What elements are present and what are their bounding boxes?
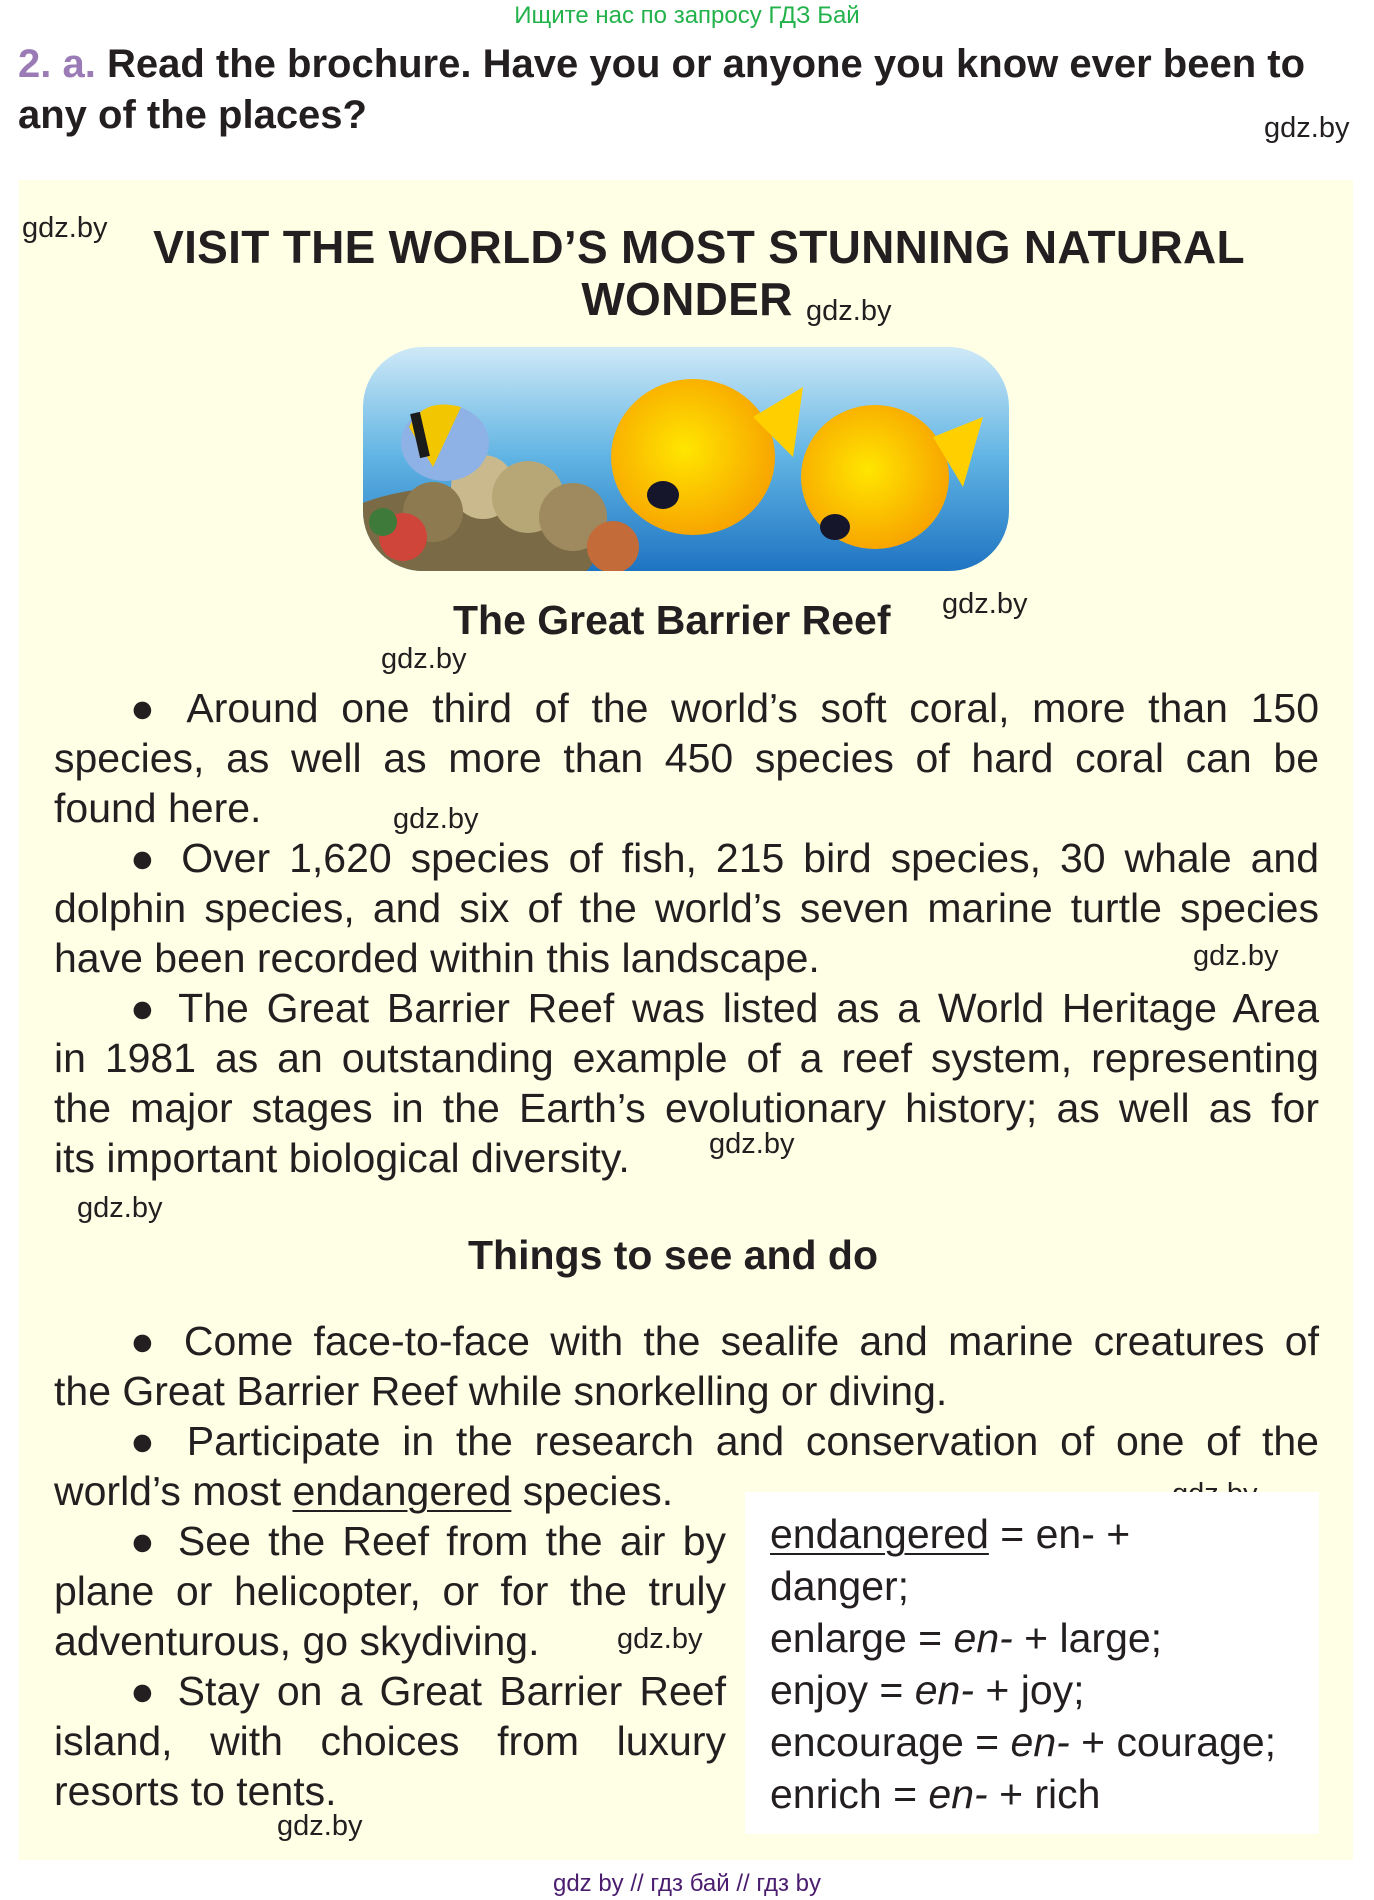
activity-3-line1: ● See the Reef from the air by bbox=[130, 1518, 726, 1564]
note-prefix: en- bbox=[914, 1667, 975, 1713]
activity-1-line2: the Great Barrier Reef while snorkelling or diving. bbox=[54, 1368, 948, 1414]
reef-fact-3-line3: the major stages in the Earth’s evolutionary history; as well as for bbox=[54, 1085, 1319, 1131]
activity-3-line2: plane or helicopter, or for the truly bbox=[54, 1568, 726, 1614]
footer-links[interactable]: gdz by // гдз бай // гдз by bbox=[552, 1870, 822, 1897]
note-prefix: en- bbox=[1010, 1719, 1070, 1765]
activity-1-line1: ● Come face-to-face with the sealife and marine creatures of bbox=[130, 1318, 1319, 1364]
watermark: gdz.by bbox=[617, 1623, 703, 1655]
exercise-question bbox=[18, 42, 1305, 87]
note-word: enrich bbox=[770, 1771, 882, 1817]
section-heading-things: Things to see and do bbox=[468, 1232, 879, 1278]
reef-fact-3-line1: ● The Great Barrier Reef was listed as a World Heritage Area bbox=[130, 985, 1319, 1031]
activity-3-line3: adventurous, go skydiving. bbox=[54, 1618, 540, 1664]
note-line-enrich: enrich = en- + rich bbox=[770, 1771, 1101, 1817]
activity-4-line3: resorts to tents. bbox=[54, 1768, 337, 1814]
question-text-line2: any of the places? bbox=[18, 93, 367, 137]
watermark: gdz.by bbox=[806, 295, 892, 327]
reef-fact-3-line4: its important biological diversity. bbox=[54, 1135, 630, 1181]
reef-fish-image bbox=[363, 347, 1009, 571]
brochure-title-line1: VISIT THE WORLD’S MOST STUNNING NATURAL bbox=[153, 221, 1245, 273]
watermark: gdz.by bbox=[77, 1192, 163, 1224]
reef-fact-1-line1: ● Around one third of the world’s soft coral, more than 150 bbox=[130, 685, 1319, 731]
note-line-enjoy: enjoy = en- + joy; bbox=[770, 1667, 1085, 1713]
watermark: gdz.by bbox=[393, 803, 479, 835]
activity-2-line1: ● Participate in the research and conservation of one of the bbox=[130, 1418, 1319, 1464]
note-prefix: en- bbox=[928, 1771, 988, 1817]
activity-4-line2: island, with choices from luxury bbox=[54, 1718, 726, 1764]
reef-fact-2-line1: ● Over 1,620 species of fish, 215 bird species, 30 whale and bbox=[130, 835, 1319, 881]
question-text-line1: Read the brochure. Have you or anyone you know ever been to bbox=[106, 42, 1306, 86]
note-line-danger: danger; bbox=[770, 1563, 910, 1609]
endangered-word: endangered bbox=[292, 1468, 512, 1514]
activity-4-line1: ● Stay on a Great Barrier Reef bbox=[130, 1668, 726, 1714]
note-prefix: en- bbox=[953, 1615, 1013, 1661]
reef-fact-2-line2: dolphin species, and six of the world’s seven marine turtle species bbox=[54, 885, 1319, 931]
note-formula: = en- + bbox=[988, 1511, 1131, 1557]
watermark: gdz.by bbox=[1193, 940, 1279, 972]
reef-fact-2-line3: have been recorded within this landscape. bbox=[54, 935, 820, 981]
brochure-title-line2: WONDER bbox=[581, 273, 793, 325]
fish-illustration bbox=[363, 347, 1009, 571]
watermark: gdz.by bbox=[709, 1128, 795, 1160]
activity-2-line2 bbox=[54, 1466, 673, 1516]
exercise-letter: a. bbox=[62, 42, 96, 86]
search-banner[interactable]: Ищите нас по запросу ГДЗ Бай bbox=[514, 2, 860, 29]
activity-2-text: world’s most bbox=[54, 1468, 282, 1514]
note-root: rich bbox=[1034, 1771, 1101, 1817]
note-root: courage; bbox=[1116, 1719, 1277, 1765]
reef-fact-1-line3: found here. bbox=[54, 785, 262, 831]
reef-fact-1-line2: species, as well as more than 450 species of hard coral can be bbox=[54, 735, 1319, 781]
note-root: large; bbox=[1059, 1615, 1163, 1661]
note-word: endangered bbox=[770, 1511, 989, 1557]
note-line-endangered bbox=[770, 1508, 1130, 1560]
note-word: enlarge bbox=[770, 1615, 907, 1661]
note-root: joy; bbox=[1020, 1667, 1085, 1713]
note-line-encourage: encourage = en- + courage; bbox=[770, 1719, 1277, 1765]
reef-fact-3-line2: in 1981 as an outstanding example of a reef system, representing bbox=[54, 1035, 1319, 1081]
note-word: encourage bbox=[770, 1719, 964, 1765]
watermark: gdz.by bbox=[381, 643, 467, 675]
watermark: gdz.by bbox=[942, 588, 1028, 620]
activity-2-text-end: species. bbox=[522, 1468, 674, 1514]
note-word: enjoy bbox=[770, 1667, 869, 1713]
note-line-enlarge: enlarge = en- + large; bbox=[770, 1615, 1163, 1661]
watermark: gdz.by bbox=[22, 212, 108, 244]
watermark: gdz.by bbox=[1264, 112, 1350, 144]
section-heading-reef: The Great Barrier Reef bbox=[453, 597, 891, 643]
exercise-number: 2. bbox=[18, 42, 52, 86]
watermark: gdz.by bbox=[277, 1810, 363, 1842]
